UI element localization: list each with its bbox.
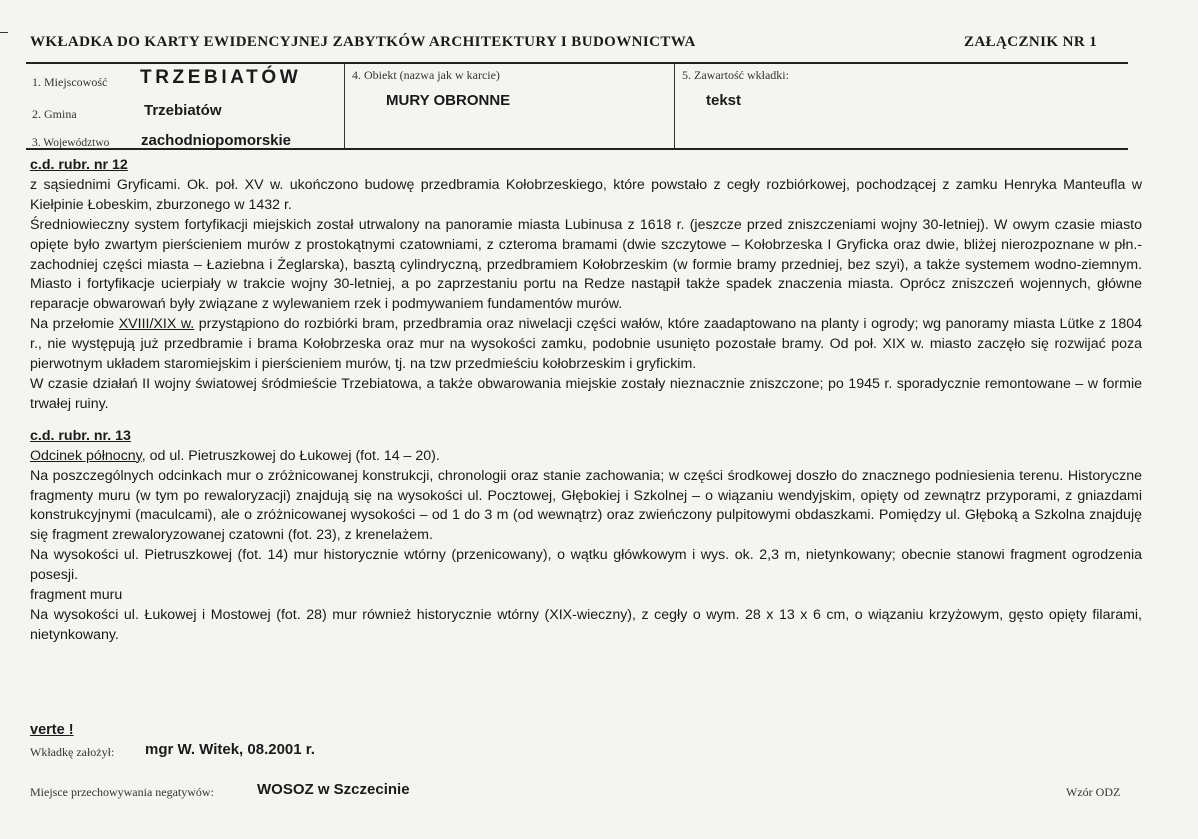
gmina-label: 2. Gmina bbox=[32, 107, 77, 121]
negatives-location-label: Miejsce przechowywania negatywów: bbox=[30, 785, 214, 799]
miejscowosc-label: 1. Miejscowość bbox=[32, 75, 108, 89]
template-code: Wzór ODZ bbox=[1066, 785, 1121, 799]
segment-name: Odcinek północny bbox=[30, 447, 142, 464]
section-12-paragraph: W czasie działań II wojny światowej śródmieście Trzebiatowa, a także obwarowania miejskie zostały nieznacznie zniszczone; po 1945 r. sporadycznie remontowane – w formie trwałej ruiny. bbox=[30, 375, 1142, 412]
section-12-paragraph: Średniowieczny system fortyfikacji miejskich został utrwalony na panoramie miasta Lubinusa z 1618 r. (jeszcze przed zniszczeniami wojny 30-letniej). W owym czasie miasto opięte było zwartym pierścieniem murów z prostokątnymi czatowniami, z czteroma bramami (dwie szczytowe – Kołobrzeska I Gryficka oraz dwie, bliżej nierozpoznane w płn.-zachodniej części miasta – Łaziebna i Żeglarska), basztą cylindryczną, przedbramiem Kołobrzeskim (w formie bramy przedniej, bez szyi), a także systemem wodno-ziemnym. Miasto i fortyfikacje ucierpiały w trakcie wojny 30-letniej, a po zaprzestaniu portu na Redze nastąpił także spadek znaczenia miasta. Oprócz zniszczeń wojennych, główne reparacje obwarowań były związane z wylewaniem rzek i podmywaniem fundamentów murów. bbox=[30, 216, 1142, 313]
section-13-paragraph: Na poszczególnych odcinkach mur o zróżnicowanej konstrukcji, chronologii oraz stanie zachowania; w części środkowej doszło do znacznego podniesienia terenu. Historyczne fragmenty muru (w tym po rewaloryzacji) znajdują się na wysokości ul. Pocztowej, Głębokiej i Szkolnej – o wiązaniu wendyjskim, opięty od zewnątrz przyporami, z gniazdami konstrukcyjnymi (maculcami), ale o zróżnicowanej wysokości – od 1 do 3 m (od wewnątrz) oraz zwieńczony pulpitowymi obdaszkami. Pomiędzy ul. Głęboką a Szkolna znajduję się fragment zrewaloryzowanej czatowni (fot. 23), z krenelażem. bbox=[30, 467, 1142, 544]
author-value: mgr W. Witek, 08.2001 r. bbox=[145, 741, 315, 758]
section-13-paragraph: Na wysokości ul. Łukowej i Mostowej (fot. 28) mur również historycznie wtórny (XIX-wieczny), z cegły o wym. 28 x 13 x 6 cm, o wiązaniu krzyżowym, gęsto opięty filarami, nietynkowany. bbox=[30, 606, 1142, 643]
document-body bbox=[30, 156, 1142, 646]
edge-mark bbox=[0, 32, 8, 33]
paragraph-text: przystąpiono do rozbiórki bram, przedbramia oraz niwelacji części wałów, które zaadaptowano na planty i ogrody; wg panoramy miasta Lütke z 1804 r., nie występują już przedbramie i brama Kołobrzeska oraz mur na wysokości zamku, podobnie usunięto pozostałe bramy. Od poł. XIX w. miasto zaczęło się rozwijać poza pierwotnym układem staromiejskim i pierścieniem murów, tj. na tzw przedmieściu kołobrzeskim i gryfickim. bbox=[30, 316, 1142, 373]
obiekt-label: 4. Obiekt (nazwa jak w karcie) bbox=[352, 68, 500, 82]
obiekt-value: MURY OBRONNE bbox=[386, 92, 511, 109]
annex-number: ZAŁĄCZNIK NR 1 bbox=[964, 34, 1098, 50]
section-13-paragraph: fragment muru bbox=[30, 587, 123, 604]
verte-note: verte ! bbox=[30, 722, 74, 738]
zawartosc-label: 5. Zawartość wkładki: bbox=[682, 68, 789, 82]
section-12-heading: c.d. rubr. nr 12 bbox=[30, 157, 128, 173]
column-divider bbox=[674, 64, 675, 148]
paragraph-text: , od ul. Pietruszkowej do Łukowej (fot. 14 – 20). bbox=[141, 447, 440, 464]
section-spacer bbox=[30, 415, 1142, 427]
section-13-subheading bbox=[30, 447, 1142, 467]
wojewodztwo-label: 3. Województwo bbox=[32, 137, 110, 149]
header-fields-box bbox=[26, 62, 1128, 150]
gmina-value: Trzebiatów bbox=[144, 102, 222, 119]
paragraph-text: Na przełomie bbox=[30, 316, 119, 333]
section-12-paragraph bbox=[30, 315, 1142, 375]
column-divider bbox=[344, 64, 345, 148]
negatives-location-value: WOSOZ w Szczecinie bbox=[257, 781, 410, 798]
section-13-paragraph: Na wysokości ul. Pietruszkowej (fot. 14) mur historycznie wtórny (przenicowany), o wątku główkowym i wys. ok. 2,3 m, nietynkowany; obecnie stanowi fragment ogrodzenia posesji. bbox=[30, 547, 1142, 584]
period-underlined: XVIII/XIX w. bbox=[118, 316, 195, 333]
wojewodztwo-value: zachodniopomorskie bbox=[141, 132, 292, 149]
form-title: WKŁADKA DO KARTY EWIDENCYJNEJ ZABYTKÓW ARCHITEKTURY I BUDOWNICTWA bbox=[30, 34, 696, 50]
author-label: Wkładkę założył: bbox=[30, 745, 115, 759]
zawartosc-value: tekst bbox=[706, 92, 742, 109]
miejscowosc-value: TRZEBIATÓW bbox=[140, 67, 302, 88]
section-12-paragraph: z sąsiednimi Gryficami. Ok. poł. XV w. ukończono budowę przedbramia Kołobrzeskiego, które powstało z cegły rozbiórkowej, pochodzącej z zamku Henryka Manteufla w Kiełpinie Łobeskim, zburzonego w 1432 r. bbox=[30, 176, 1142, 213]
section-13-heading: c.d. rubr. nr. 13 bbox=[30, 427, 131, 444]
